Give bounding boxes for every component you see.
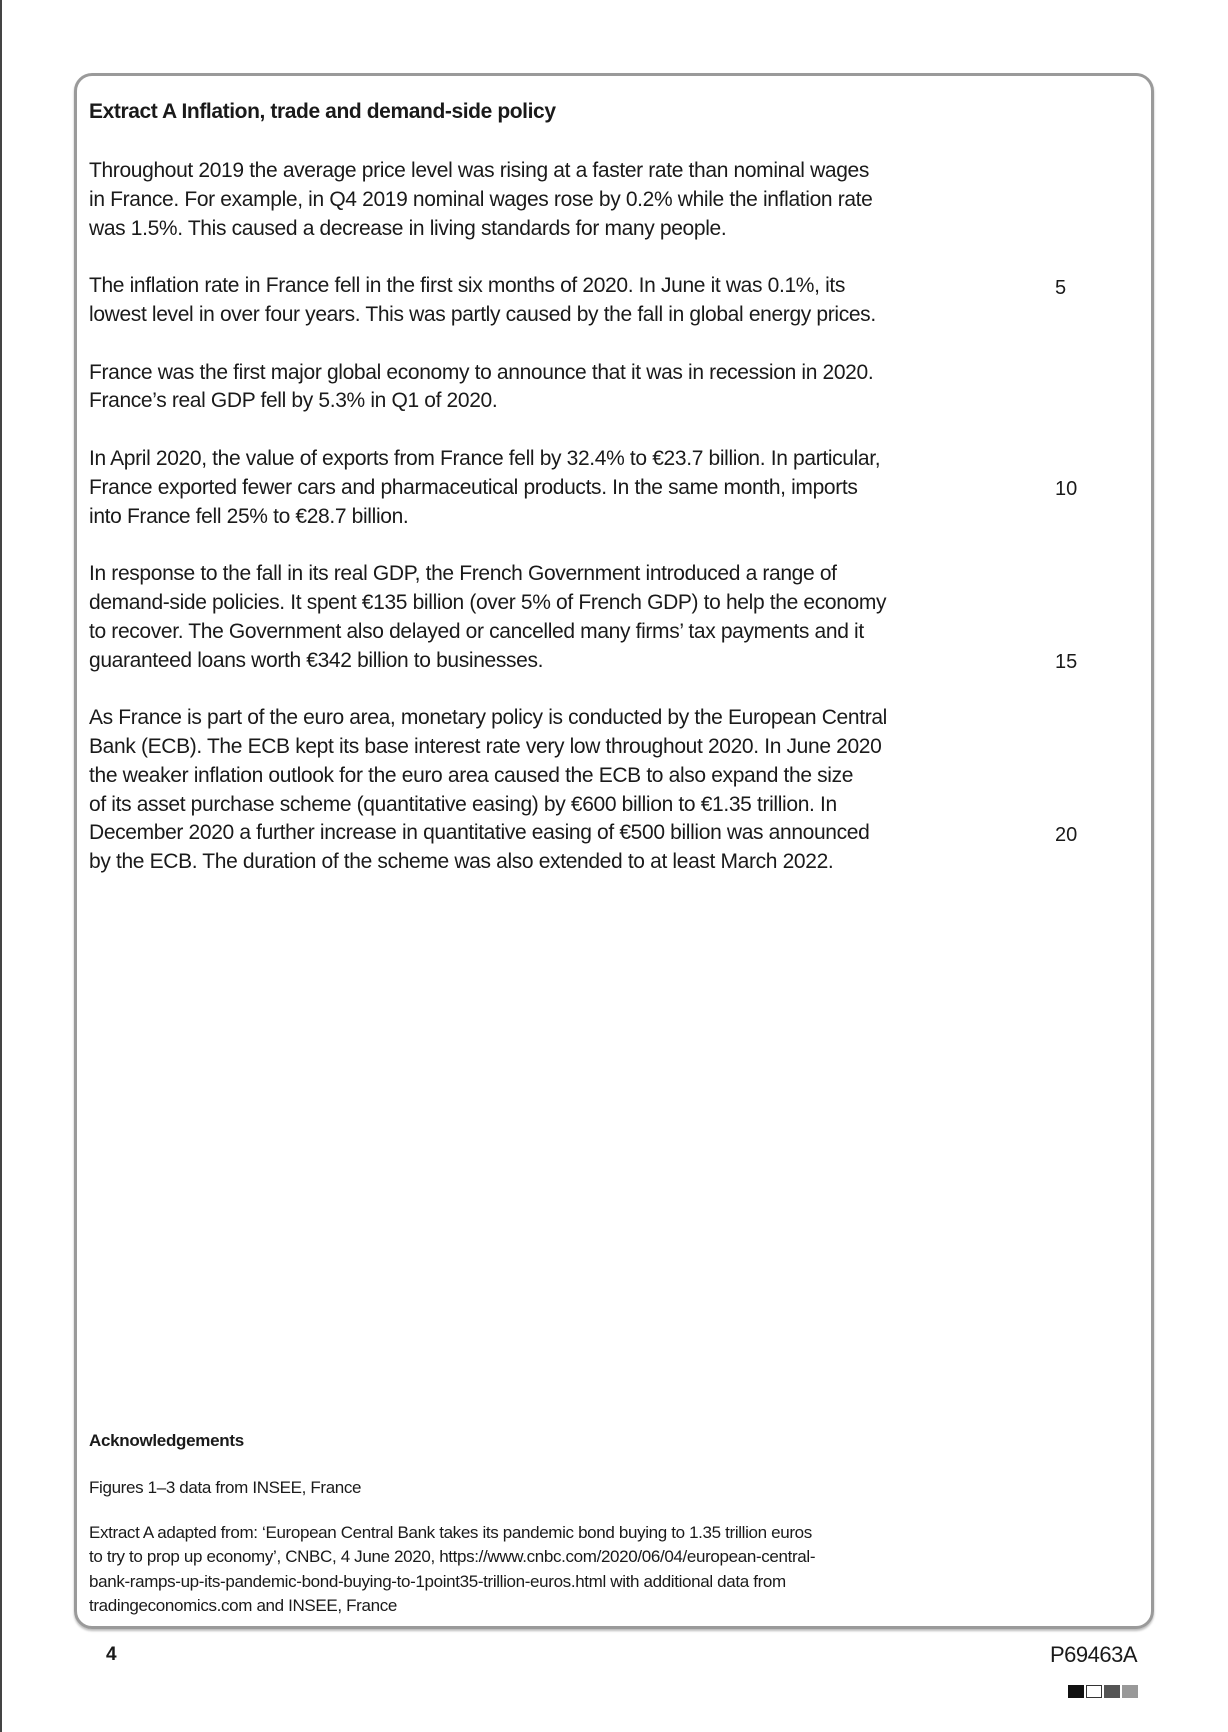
text-line: demand-side policies. It spent €135 billion (over 5% of French GDP) to help the economy <box>89 590 887 614</box>
text-line: France was the first major global economy to announce that it was in recession in 2020. <box>89 360 874 384</box>
paragraph <box>89 272 887 330</box>
text-line: Throughout 2019 the average price level was rising at a faster rate than nominal wages <box>89 159 870 182</box>
text-line: December 2020 a further increase in quantitative easing of €500 billion was announced <box>89 821 870 845</box>
text-line: Bank (ECB). The ECB kept its base interest rate very low throughout 2020. In June 2020 <box>89 734 882 758</box>
paragraph <box>89 157 887 243</box>
paragraph <box>89 704 887 877</box>
text-line: to try to prop up economy’, CNBC, 4 June 2020, https://www.cnbc.com/2020/06/04/european-central- <box>89 1547 816 1567</box>
line-number: 15 <box>1055 651 1078 674</box>
line-number: 5 <box>1055 276 1067 299</box>
line-number: 20 <box>1055 824 1078 846</box>
mark-light-gray <box>1122 1685 1138 1698</box>
text-line: to recover. The Government also delayed or cancelled many firms’ tax payments and it <box>89 619 864 643</box>
text-line: the weaker inflation outlook for the euro area caused the ECB to also expand the size <box>89 763 854 787</box>
mark-dark-gray <box>1104 1685 1120 1698</box>
text-line: The inflation rate in France fell in the first six months of 2020. In June it was 0.1%, its <box>89 274 846 298</box>
mark-black <box>1068 1685 1084 1698</box>
text-line: into France fell 25% to €28.7 billion. <box>89 504 409 528</box>
line-number: 10 <box>1055 478 1078 501</box>
text-line: Extract A adapted from: ‘European Central Bank takes its pandemic bond buying to 1.35 trillion euros <box>89 1523 812 1542</box>
text-line: As France is part of the euro area, monetary policy is conducted by the European Central <box>89 706 887 730</box>
text-line: France’s real GDP fell by 5.3% in Q1 of 2020. <box>89 389 498 413</box>
acknowledgement-figures: Figures 1–3 data from INSEE, France <box>89 1478 362 1497</box>
mark-white <box>1086 1685 1102 1698</box>
paragraph <box>89 359 887 417</box>
paragraph <box>89 445 887 531</box>
page-edge <box>0 0 2 1732</box>
extract-body <box>89 157 887 906</box>
text-line: lowest level in over four years. This was partly caused by the fall in global energy prices. <box>89 302 876 326</box>
text-line: In April 2020, the value of exports from France fell by 32.4% to €23.7 billion. In particular, <box>89 446 881 470</box>
paper-code: P69463A <box>1049 1642 1137 1667</box>
text-line: guaranteed loans worth €342 billion to businesses. <box>89 648 544 672</box>
page-number: 4 <box>106 1644 117 1665</box>
registration-marks <box>1068 1685 1140 1698</box>
text-line: France exported fewer cars and pharmaceutical products. In the same month, imports <box>89 475 858 499</box>
acknowledgements-heading: Acknowledgements <box>89 1431 244 1450</box>
text-line: was 1.5%. This caused a decrease in living standards for many people. <box>89 216 727 240</box>
text-line: by the ECB. The duration of the scheme was also extended to at least March 2022. <box>89 850 834 874</box>
text-line: tradingeconomics.com and INSEE, France <box>89 1595 397 1615</box>
text-line: bank-ramps-up-its-pandemic-bond-buying-to-1point35-trillion-euros.html with additional data from <box>89 1571 786 1591</box>
text-line: in France. For example, in Q4 2019 nominal wages rose by 0.2% while the inflation rate <box>89 187 873 211</box>
acknowledgement-source <box>89 1521 815 1618</box>
paragraph <box>89 560 887 675</box>
text-line: In response to the fall in its real GDP, the French Government introduced a range of <box>89 562 837 586</box>
extract-title: Extract A Inflation, trade and demand-side policy <box>89 100 556 123</box>
text-line: of its asset purchase scheme (quantitative easing) by €600 billion to €1.35 trillion. In <box>89 792 837 816</box>
